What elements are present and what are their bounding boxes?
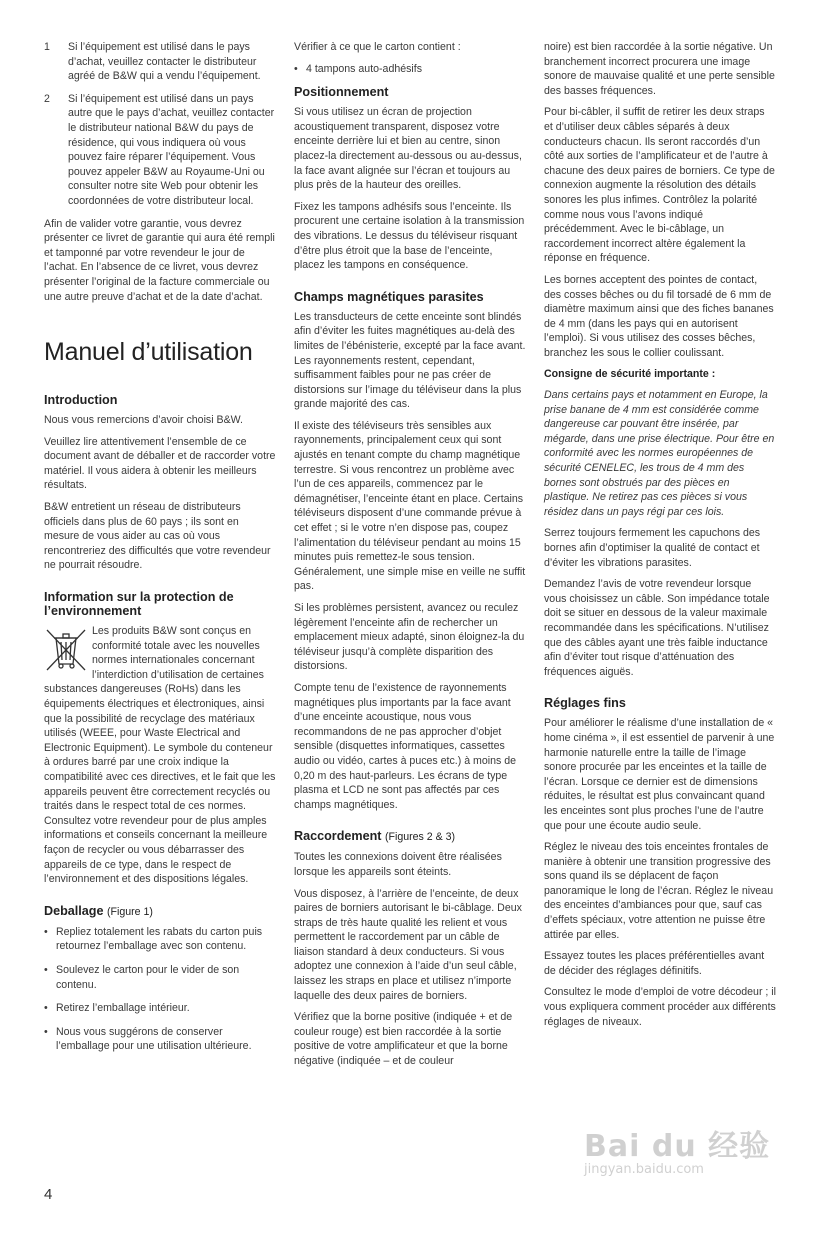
fine-tuning-heading: Réglages fins	[544, 696, 626, 711]
crossed-bin-icon	[44, 626, 88, 672]
safety-paragraph: Dans certains pays et notamment en Europe, la prise banane de 4 mm est considérée comme dangereuse car pouvant être insérée, par mégarde, dans une prise électrique. Pour être en conformité avec les normes européennes de sécurité CENELEC, les trous de 4 mm des bornes sont obstrués par des pièces en plastique. Ne retirez pas ces pièces si vous résidez dans un pays régi par ces lois.	[544, 389, 775, 518]
paragraph: noire) est bien raccordée à la sortie négative. Un branchement incorrect procurera une image sonore de mauvaise qualité et une perte sensible des basses fréquences.	[544, 41, 775, 97]
environment-paragraph: Les produits B&W sont conçus en conformité totale avec les nouvelles normes internationales concernant l’interdiction d’utilisation de certaines substances dangereuses (RoHs) dans les équipements électriques et électroniques, ainsi que la possibilité de recyclage des matériaux utilisés (WEEE, pour Waste Electrical and Electronic Equipment). Le symbole du conteneur à ordures barré par une croix indique la compatibilité avec ces directives, et le fait que les appareils peuvent être correctement recyclés ou traités dans le respect total de ces normes. Consultez votre revendeur pour de plus amples informations et conseils concernant la meilleure façon de recycler ou vous débarrasser des appareils de ce type, dans le respect de l’environnement et des dispositions légales.	[44, 625, 276, 886]
paragraph: Demandez l’avis de votre revendeur lorsque vous choisissez un câble. Son impédance totale doit se situer en dessous de la valeur maximale recommandée dans les spécifications. N’utilisez que des câbles ayant une très faible inductance afin d’éviter tout risque d’atténuation des fréquences aiguës.	[544, 578, 770, 678]
paragraph: Compte tenu de l’existence de rayonnements magnétiques plus importants par la face avant d’une enceinte acoustique, nous vous recommandons de ne pas approcher d’objet sensible (disquettes informatiques, cassettes audio ou vidéo, cartes à puces etc.) à moins de 0,20 m des haut-parleurs. Les écrans de type plasma et LCD ne sont pas affectés par ces champs magnétiques.	[294, 681, 517, 811]
bullet-icon: •	[44, 1025, 48, 1038]
item-number: 1	[44, 41, 50, 53]
paragraph: Veuillez lire attentivement l’ensemble de ce document avant de déballer et de raccorder votre matériel. Il vous aidera à obtenir les meilleurs résultats.	[44, 435, 276, 492]
paragraph: Vérifiez que la borne positive (indiquée + et de couleur rouge) est bien raccordée à la sortie positive de votre amplificateur et que la borne négative (indiquée – et de couleur	[294, 1011, 513, 1068]
bullet-icon: •	[294, 62, 298, 75]
carton-list	[294, 62, 526, 77]
connection-heading	[294, 829, 526, 844]
list-item	[44, 40, 276, 84]
paragraph: Si les problèmes persistent, avancez ou reculez légèrement l’enceinte afin de rechercher un emplacement mieux adapté, sinon éloignez-la du téléviseur jusqu’à complète disparition des distorsions.	[294, 602, 525, 673]
paragraph: Réglez le niveau des tois enceintes frontales de manière à obtenir une transition progressive des sons quand ils se déplacent de façon panoramique le long de l’écran. Réglez le niveau des enceintes d’ambiances pour que, sauf cas d’effets spéciaux, votre attention ne puisse être attirée par elles.	[544, 841, 774, 941]
connection-title: Raccordement	[294, 829, 382, 844]
item-text: Retirez l’emballage intérieur.	[56, 1002, 190, 1015]
column-1	[44, 40, 276, 1063]
paragraph: Vérifier à ce que le carton contient :	[294, 41, 461, 53]
watermark-url: jingyan.baidu.com	[584, 1161, 704, 1177]
list-item	[44, 1025, 276, 1054]
unpacking-heading	[44, 904, 276, 919]
paragraph: B&W entretient un réseau de distributeurs officiels dans plus de 60 pays ; ils sont en mesure de vous aider au cas où vous rencontreriez des difficultés que votre revendeur ne pourrait résoudre.	[44, 501, 271, 572]
bullet-icon: •	[44, 963, 48, 976]
figure-reference: (Figure 1)	[107, 905, 153, 918]
paragraph: Vous disposez, à l’arrière de l’enceinte, de deux paires de borniers autorisant le bi-câblage. Deux straps de très haute qualité les relient et vous permettent le raccordement par un câble de liaison standard à deux conducteurs. Si vous adoptez une connexion à l’aide d’un seul câble, laissez les straps en place et utilisez n’importe laquelle des deux paires de borniers.	[294, 887, 522, 1002]
page-number: 4	[44, 1186, 53, 1203]
environment-heading: Information sur la protection de l’environnement	[44, 590, 234, 619]
list-item	[44, 1001, 276, 1016]
paragraph: Fixez les tampons adhésifs sous l’enceinte. Ils procurent une certaine isolation à la transmission des vibrations. Le dessus du téléviseur risquant d’être plus étroit que la base de l’enceinte, placez les tampons en conséquence.	[294, 200, 525, 272]
paragraph: Pour améliorer le réalisme d’une installation de « home cinéma », il est essentiel de parvenir à une harmonie naturelle entre la taille de l’image sonore procurée par les enceintes et la taille de l’écran. Lorsque ce dernier est de dimensions réduites, le résultat est plus convaincant quand les enceintes sont plus proches l’une de l’autre que pour une écoute audio seule.	[544, 717, 775, 832]
unpacking-list	[44, 925, 276, 1054]
paragraph: Serrez toujours fermement les capuchons des bornes afin d’optimiser la qualité de contact et d’éviter les vibrations parasites.	[544, 527, 761, 569]
column-3	[544, 40, 776, 1036]
warranty-list	[44, 40, 276, 209]
intro-heading: Introduction	[44, 393, 118, 408]
bullet-icon: •	[44, 1002, 48, 1015]
bullet-icon: •	[44, 925, 48, 938]
safety-heading: Consigne de sécurité importante :	[544, 368, 716, 381]
paragraph: Pour bi-câbler, il suffit de retirer les deux straps et d’utiliser deux câbles séparés à deux conducteurs chacun. Ils seront raccordés d’un côté aux sorties de l’amplificateur et de l’autre à chacune des deux paires de borniers. Ce type de connexion augmente la résolution des détails sonores les plus infimes. Contrôlez la polarité comme nous vous l’avons indiqué précédemment. Avec le bi-câblage, un raccordement incorrect altère également la réponse en fréquence.	[544, 106, 775, 265]
item-text: Si l’équipement est utilisé dans un pays autre que le pays d’achat, veuillez contacter le distributeur national B&W du pays de résidence, qui vous indiquera où vous pouvez faire réparer l’équipement. Vous pouvez appeler B&W au Royaume-Uni ou consulter notre site Web pour obtenir les coordonnées de votre distributeur local.	[68, 92, 275, 207]
manual-title: Manuel d’utilisation	[44, 338, 253, 367]
watermark	[584, 1129, 784, 1200]
watermark-brand: Bai du 经验	[584, 1129, 771, 1164]
item-text: Soulevez le carton pour le vider de son contenu.	[56, 963, 240, 991]
item-text: Si l’équipement est utilisé dans le pays d’achat, veuillez contacter le distributeur agréé de B&W qui a vendu l’équipement.	[68, 41, 261, 83]
paragraph: Les bornes acceptent des pointes de contact, des cosses bêches ou du fil torsadé de 6 mm de diamètre maximum ainsi que des fiches bananes de 4 mm (dans les pays qui en autorisent l’emploi). Si vous utilisez des cosses bêches, branchez les sous le collier coulissant.	[544, 273, 774, 359]
positioning-heading: Positionnement	[294, 85, 389, 100]
list-item	[44, 92, 276, 209]
paragraph: Toutes les connexions doivent être réalisées lorsque les appareils sont éteints.	[294, 851, 502, 878]
paragraph: Les transducteurs de cette enceinte sont blindés afin d’éviter les fuites magnétiques au-delà des limites de l’ébénisterie, excepté par la face avant. Les rayonnements restent, cependant, suffisamment faibles pour ne pas créer de distorsions sur l’image du téléviseur dans la plus grande majorité des cas.	[294, 310, 526, 411]
paragraph: Consultez le mode d’emploi de votre décodeur ; il vous expliquera comment procéder aux différents réglages de niveaux.	[544, 986, 777, 1028]
paragraph: Il existe des téléviseurs très sensibles aux rayonnements, principalement ceux qui sont ajustés en tenant compte du champ magnétique terrestre. Si vous rencontrez un problème avec l’un de ces appareils, commencez par le démagnétiser, l’enceinte étant en place. Certains téléviseurs disposent d’une commande prévue à cet effet ; si le votre n’en dispose pas, coupez l’alimentation du téléviseur pendant au moins 15 minutes puis remettez-le sous tension. Généralement, une simple mise en veille ne suffit pas.	[294, 419, 526, 593]
environment-block	[44, 624, 276, 887]
paragraph: Essayez toutes les places préférentielles avant de décider des réglages définitifs.	[544, 950, 765, 977]
column-2	[294, 40, 526, 1076]
item-number: 2	[44, 92, 50, 105]
unpacking-title: Deballage	[44, 903, 104, 918]
paragraph: Nous vous remercions d’avoir choisi B&W.	[44, 414, 243, 427]
item-text: Nous vous suggérons de conserver l’emballage pour une utilisation ultérieure.	[56, 1025, 252, 1053]
item-text: 4 tampons auto-adhésifs	[306, 62, 423, 75]
list-item	[294, 62, 526, 77]
item-text: Repliez totalement les rabats du carton puis retournez l’emballage avec son contenu.	[56, 925, 263, 953]
list-item	[44, 963, 276, 992]
list-item	[44, 925, 276, 954]
figure-reference: (Figures 2 & 3)	[385, 831, 456, 844]
magnetic-heading: Champs magnétiques parasites	[294, 289, 484, 304]
paragraph: Si vous utilisez un écran de projection acoustiquement transparent, disposez votre enceinte derrière lui et bien au centre, sinon placez-la directement au-dessous ou au-dessus, la face avant alignée sur l’écran et toujours au plus près de la hauteur des oreilles.	[294, 106, 522, 192]
warranty-paragraph: Afin de valider votre garantie, vous devrez présenter ce livret de garantie qui aura été rempli et tamponné par votre revendeur le jour de l’achat. En l’absence de ce livret, vous devrez présenter l’original de la facture commerciale ou une autre preuve d’achat et de la date d’achat.	[44, 217, 275, 303]
